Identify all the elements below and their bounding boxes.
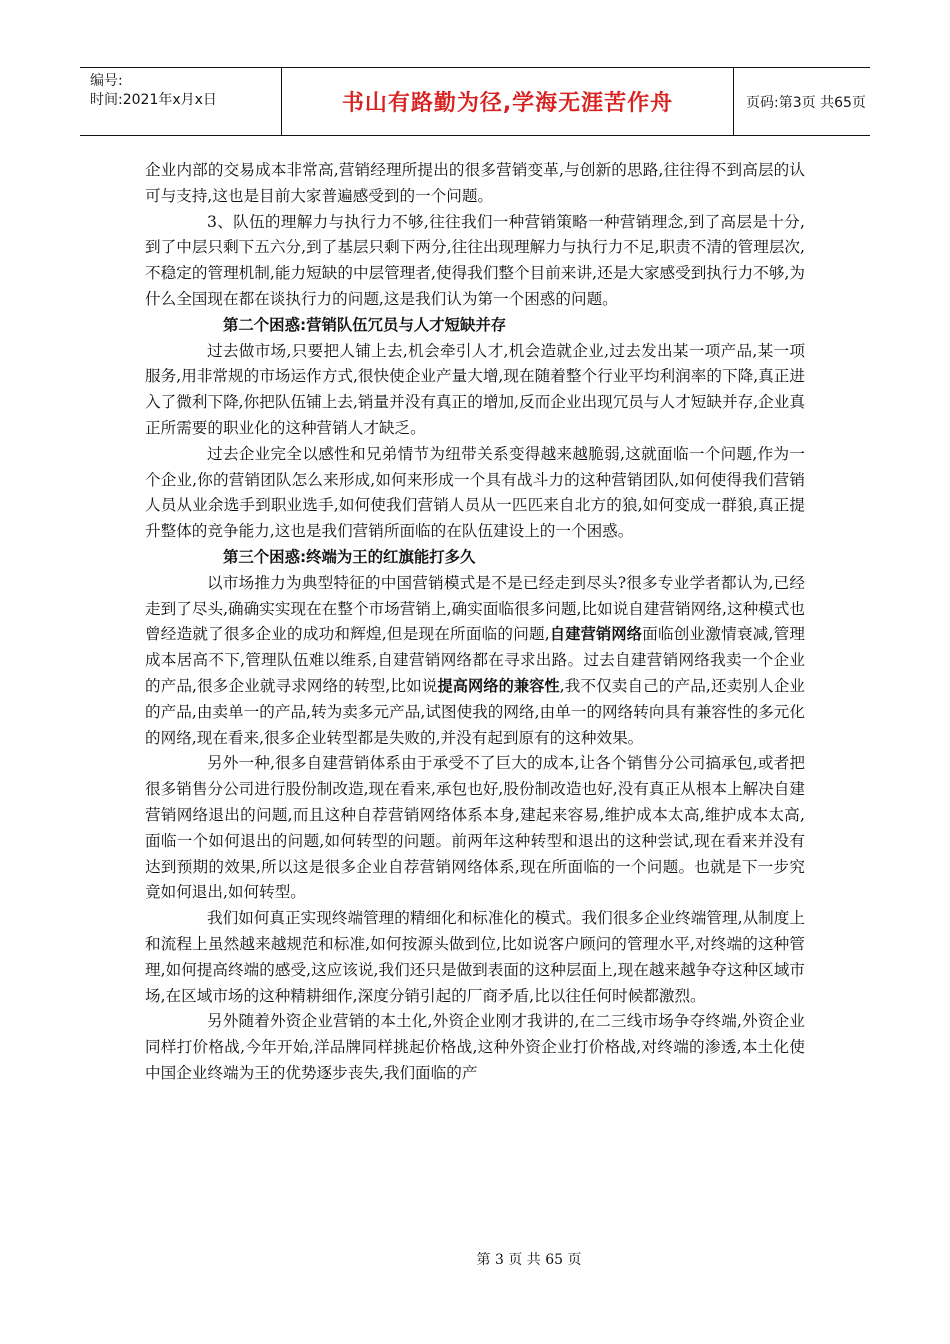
paragraph: 另外一种,很多自建营销体系由于承受不了巨大的成本,让各个销售分公司搞承包,或者把很多销售分公司进行股份制改造,现在看来,承包也好,股份制改造也好,没有真正从根本上解决自建营销网络退出的问题,而且这种自荐营销网络体系本身,建起来容易,维护成本太高,维护成本太高,面临一个如何退出的问题,如何转型的问题。前两年这种转型和退出的这种尝试,现在看来并没有达到预期的效果,所以这是很多企业自荐营销网络体系,现在所面临的一个问题。也就是下一步究竟如何退出,如何转型。 — [145, 754, 805, 902]
document-body — [145, 158, 805, 1087]
page-footer — [0, 1249, 950, 1269]
text-span: 面临创业激情衰减,管理成本居高不下,管理队伍难以维系,自建营销网络都在寻求出路。过去自建营销网络我卖一个企业的产品,很多企业就寻求网络的转型,比如说 — [145, 625, 805, 695]
page-info: 页码:第3页 共65页 — [746, 94, 866, 111]
time-label: 时间:2021年x月x日 — [90, 92, 217, 108]
paragraph: 另外随着外资企业营销的本土化,外资企业刚才我讲的,在二三线市场争夺终端,外资企业同样打价格战,今年开始,洋品牌同样挑起价格战,这种外资企业打价格战,对终端的渗透,本土化使中国企业终端为王的优势逐步丧失,我们面临的产 — [145, 1012, 805, 1082]
paragraph: 企业内部的交易成本非常高,营销经理所提出的很多营销变革,与创新的思路,往往得不到高层的认可与支持,这也是目前大家普遍感受到的一个问题。 — [145, 161, 805, 205]
motto: 书山有路勤为径,学海无涯苦作舟 — [341, 91, 674, 116]
paragraph: 过去做市场,只要把人铺上去,机会牵引人才,机会造就企业,过去发出某一项产品,某一项服务,用非常规的市场运作方式,很快使企业产量大增,现在随着整个行业平均利润率的下降,真正进入了微利下降,你把队伍铺上去,销量并没有真正的增加,反而企业出现冗员与人才短缺并存,企业真正所需要的职业化的这种营销人才缺乏。 — [145, 341, 805, 437]
paragraph — [145, 571, 805, 752]
header-meta — [80, 68, 282, 135]
page-header — [80, 67, 870, 136]
section-heading: 第二个困惑:营销队伍冗员与人才短缺并存 — [223, 315, 507, 334]
header-motto-cell — [282, 68, 734, 135]
footer-page-number: 第 3 页 共 65 页 — [476, 1252, 582, 1268]
paragraph: 3、队伍的理解力与执行力不够,往往我们一种营销策略一种营销理念,到了高层是十分,到了中层只剩下五六分,到了基层只剩下两分,往往出现理解力与执行力不足,职责不清的管理层次,不稳定的管理机制,能力短缺的中层管理者,使得我们整个目前来讲,还是大家感受到执行力不够,为什么全国现在都在谈执行力的问题,这是我们认为第一个困惑的问题。 — [145, 212, 805, 308]
header-page-info — [734, 68, 870, 135]
paragraph: 我们如何真正实现终端管理的精细化和标准化的模式。我们很多企业终端管理,从制度上和流程上虽然越来越规范和标准,如何按源头做到位,比如说客户顾问的管理水平,对终端的这种管理,如何提高终端的感受,这应该说,我们还只是做到表面的这种层面上,现在越来越争夺这种区域市场,在区域市场的这种精耕细作,深度分销引起的厂商矛盾,比以往任何时候都激烈。 — [145, 909, 805, 1005]
paragraph: 过去企业完全以感性和兄弟情节为纽带关系变得越来越脆弱,这就面临一个问题,作为一个企业,你的营销团队怎么来形成,如何来形成一个具有战斗力的这种营销团队,如何使得我们营销人员从业余选手到职业选手,如何使我们营销人员从一匹匹来自北方的狼,如何变成一群狼,真正提升整体的竞争能力,这也是我们营销所面临的在队伍建设上的一个困惑。 — [145, 444, 805, 541]
text-span: 以市场推力为典型特征的中国营销模式是不是已经走到尽头?很多专业学者都认为,已经走到了尽头,确确实实现在在整个市场营销上,确实面临很多问题,比如说自建营销网络,这种模式也曾经造就了很多企业的成功和辉煌,但是现在所面临的问题, — [145, 573, 805, 644]
number-label: 编号: — [90, 73, 123, 89]
bold-term: 提高网络的兼容性 — [437, 676, 560, 695]
text-span: ,我不仅卖自己的产品,还卖别人企业的产品,由卖单一的产品,转为卖多元产品,试图使我的网络,由单一的网络转向具有兼容性的多元化的网络,现在看来,很多企业转型都是失败的,并没有起到原有的这种效果。 — [145, 676, 806, 747]
section-heading: 第三个困惑:终端为王的红旗能打多久 — [223, 547, 476, 566]
bold-term: 自建营销网络 — [549, 625, 643, 644]
